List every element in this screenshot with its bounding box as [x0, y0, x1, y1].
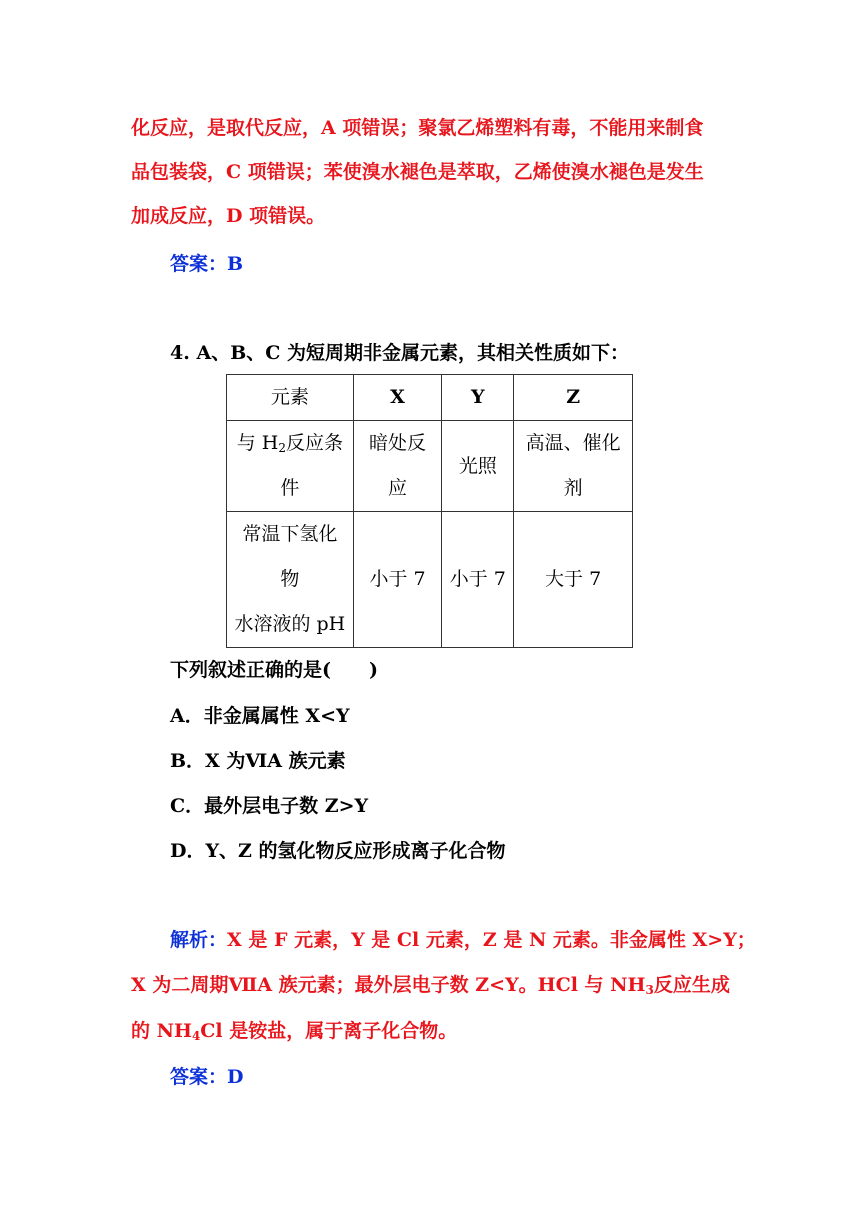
explanation-text: X 是 F 元素，Y 是 Cl 元素，Z 是 N 元素。非金属性 X>Y；: [227, 929, 756, 951]
table-header-cell: Z: [514, 375, 633, 421]
table-cell: 光照: [442, 421, 514, 512]
explanation-line: [170, 928, 756, 952]
table-header-row: [227, 375, 633, 421]
option-d: D．Y、Z 的氢化物反应形成离子化合物: [170, 840, 506, 862]
table-header-cell: X: [353, 375, 442, 421]
explanation-text: 的 NH: [131, 1020, 192, 1042]
option-b: B．X 为ⅥA 族元素: [170, 750, 346, 772]
question-stem: 4. A、B、C 为短周期非金属元素，其相关性质如下：: [170, 342, 629, 364]
explanation-text: X 为二周期ⅦA 族元素；最外层电子数 Z<Y。HCl 与 NH: [131, 974, 646, 996]
cell-text: 件: [280, 477, 300, 499]
cell-text: 剂: [563, 477, 583, 499]
cell-text: 应: [388, 477, 408, 499]
answer-line: [170, 252, 243, 276]
subscript: 3: [645, 983, 654, 997]
cell-text: 常温下氢化: [242, 523, 338, 545]
cell-text: 反应条: [285, 432, 343, 454]
answer-label: 答案：: [170, 253, 228, 275]
table-cell: 小于 7: [442, 512, 514, 648]
cell-text: 高温、催化: [525, 432, 621, 454]
explanation-line: [131, 1019, 457, 1043]
question-prompt: 下列叙述正确的是( ): [170, 659, 378, 681]
explanation-line: [131, 973, 730, 997]
option-a: A．非金属属性 X<Y: [170, 705, 350, 727]
properties-table: [226, 374, 633, 648]
cell-text: 物: [280, 568, 300, 590]
explanation-text: 反应生成: [653, 974, 730, 996]
table-header-cell: Y: [442, 375, 514, 421]
answer-label: 答案：: [170, 1066, 228, 1088]
subscript: 4: [191, 1029, 201, 1043]
cell-text: 暗处反: [369, 432, 427, 454]
explanation-line: 化反应，是取代反应，A 项错误；聚氯乙烯塑料有毒，不能用来制食: [131, 117, 704, 139]
table-cell: 小于 7: [353, 512, 442, 648]
cell-text: 与 H: [236, 432, 279, 454]
option-c: C．最外层电子数 Z>Y: [170, 795, 369, 817]
table-cell: [227, 512, 354, 648]
explanation-text: Cl 是铵盐，属于离子化合物。: [200, 1020, 458, 1042]
table-header-cell: 元素: [227, 375, 354, 421]
answer-value: B: [227, 253, 244, 275]
explanation-line: 加成反应，D 项错误。: [131, 205, 326, 227]
cell-text: 水溶液的 pH: [234, 613, 346, 635]
table-cell: 大于 7: [514, 512, 633, 648]
answer-line: [170, 1065, 244, 1089]
explanation-label: 解析：: [170, 929, 228, 951]
table-cell: [353, 421, 442, 512]
table-cell: [227, 421, 354, 512]
table-cell: [514, 421, 633, 512]
table-row: [227, 421, 633, 512]
table-row: [227, 512, 633, 648]
answer-value: D: [227, 1066, 244, 1088]
explanation-line: 品包装袋，C 项错误；苯使溴水褪色是萃取，乙烯使溴水褪色是发生: [131, 161, 704, 183]
subscript: 2: [278, 441, 286, 455]
